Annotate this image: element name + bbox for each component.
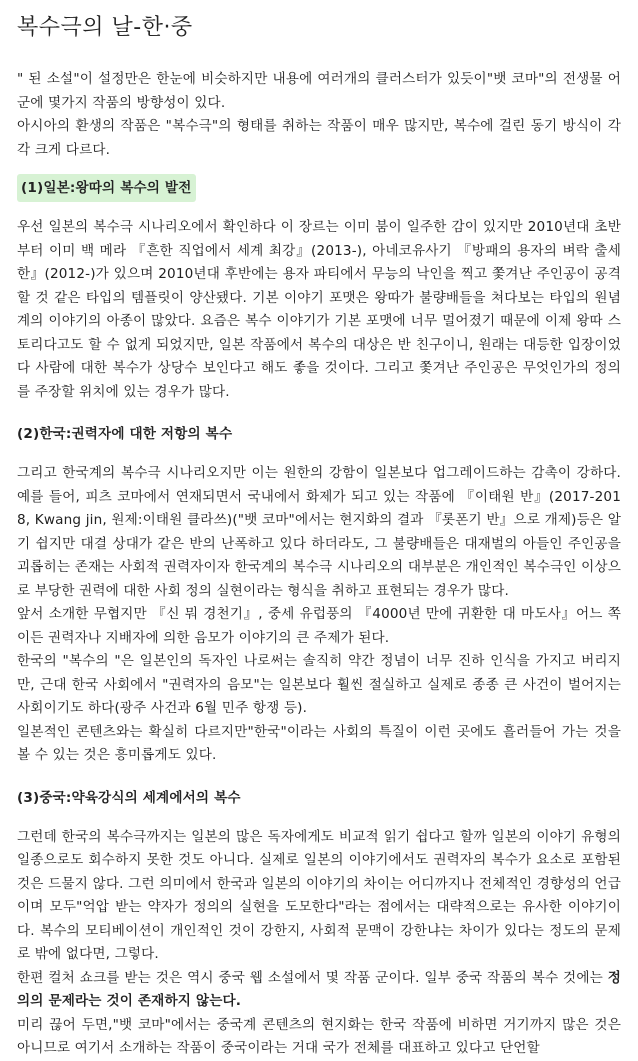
section-china-paragraph-2	[17, 967, 621, 1014]
section-japan-paragraph: 우선 일본의 복수극 시나리오에서 확인하다 이 장르는 이미 붐이 일주한 감이 있지만 2010년대 초반부터 이미 백 메라 『흔한 직업에서 세계 최강』(2013-), 아네코유사기 『방패의 용자의 벼락 출세한』(2012-)가 있으며 2010년대 후반에는 용자 파티에서 무능의 낙인을 찍고 쫓겨난 주인공이 공격할 것 같은 타입의 템플릿이 양산됐다. 기본 이야기 포맷은 왕따가 불량배들을 쳐다보는 타입의 원념계의 이야기의 아종이 많았다. 요즘은 복수 이야기가 기본 포맷에 너무 멀어졌기 때문에 이제 왕따 스토리다고도 할 수 없게 되었지만, 일본 작품에서 복수의 대상은 반 친구이니, 원래는 대등한 입장이었다 사람에 대한 복수가 상당수 보인다고 해도 좋을 것이다. 그리고 쫓겨난 주인공은 무엇인가의 정의를 주장할 위치에 있는 경우가 많다.	[17, 219, 621, 400]
section-heading-japan	[17, 174, 621, 202]
section-korea-paragraph-4: 일본적인 콘텐츠와는 확실히 다르지만"한국"이라는 사회의 특질이 이런 곳에도 흘러들어 가는 것을 볼 수 있는 것은 흥미롭게도 있다.	[17, 723, 621, 763]
intro-paragraph-1: " 된 소설"이 설정만은 한눈에 비슷하지만 내용에 여러개의 클러스터가 있듯이"뱃 코마"의 전생물 어군에 몇가지 작품의 방향성이 있다.	[17, 71, 621, 111]
page-title: 복수극의 날-한·중	[17, 15, 193, 40]
intro-paragraph-2: 아시아의 환생의 작품은 "복수극"의 형태를 취하는 작품이 매우 많지만, 복수에 걸린 동기 방식이 각각 크게 다르다.	[17, 118, 621, 158]
section-heading-china: (3)중국:약육강식의 세계에서의 복수	[17, 789, 241, 806]
section-korea-paragraph-3: 한국의 "복수의 "은 일본인의 독자인 나로써는 솔직히 약간 정념이 너무 진하 인식을 가지고 버리지만, 근대 한국 사회에서 "권력자의 음모"는 일본보다 훨씬 절실하고 실제로 종종 큰 사건이 벌어지는 사회이기도 하다(광주 사건과 6월 민주 항쟁 등).	[17, 653, 621, 716]
section-china-paragraph-3: 미리 끊어 두면,"뱃 코마"에서는 중국계 콘텐츠의 현지화는 한국 작품에 비하면 거기까지 많은 것은 아니므로 여기서 소개하는 작품이 중국이라는 거대 국가 전체를 대표하고 있다고 단언할	[17, 1016, 621, 1056]
section-heading-korea: (2)한국:권력자에 대한 저항의 복수	[17, 426, 233, 442]
bold-emphasis: 정의의 문제라는 것이 존재하지 않는다.	[17, 969, 621, 1009]
section-korea-paragraph-2: 앞서 소개한 무협지만 『신 뭐 경천기』, 중세 유럽풍의 『4000년 만에 귀환한 대 마도사』어느 쪽이든 권력자나 지배자에 의한 음모가 이야기의 큰 주제가 된다.	[17, 606, 621, 646]
section-korea-paragraph-1: 그리고 한국계의 복수극 시나리오지만 이는 원한의 강함이 일본보다 업그레이드하는 감촉이 강하다. 예를 들어, 피츠 코마에서 연재되면서 국내에서 화제가 되고 있는 작품에 『이태원 반』(2017-2018, Kwang jin, 원제:이태원 클라쓰)("뱃 코마"에서는 현지화의 결과 『롯폰기 반』으로 개제)등은 알기 쉽지만 대결 상대가 같은 반의 난폭하고 있다 하더라도, 그 불량배들은 대재벌의 아들인 주인공을 괴롭히는 존재는 사회적 권력자이자 한국계의 복수극 시나리오의 대부분은 개인적인 복수극인 이상으로 부당한 권력에 대한 사회 정의 실현이라는 형식을 취하고 표현되는 경우가 많다.	[17, 465, 621, 599]
section-china-paragraph-1: 그런데 한국의 복수극까지는 일본의 많은 독자에게도 비교적 읽기 쉽다고 할까 일본의 이야기 유형의 일종으로도 회수하지 못한 것도 아니다. 실제로 일본의 이야기에서도 권력자의 복수가 요소로 포함된 것은 드물지 않다. 그런 의미에서 한국과 일본의 이야기의 차이는 어디까지나 전체적인 경향성의 언급이며 모두"억압 받는 약자가 정의의 실현을 도모한다"라는 점에서는 대략적으로는 유사한 이야기이다. 복수의 모티베이션이 개인적인 것이 강한지, 사회적 문맥이 강한냐는 차이가 있다는 정도의 문제로 밖에 없다면, 그렇다.	[17, 828, 621, 962]
highlighted-heading: (1)일본:왕따의 복수의 발전	[17, 174, 196, 202]
paragraph-text: 한편 컬처 쇼크를 받는 것은 역시 중국 웹 소설에서 몇 작품 군이다. 일부 중국 작품의 복수 것에는	[17, 969, 608, 986]
